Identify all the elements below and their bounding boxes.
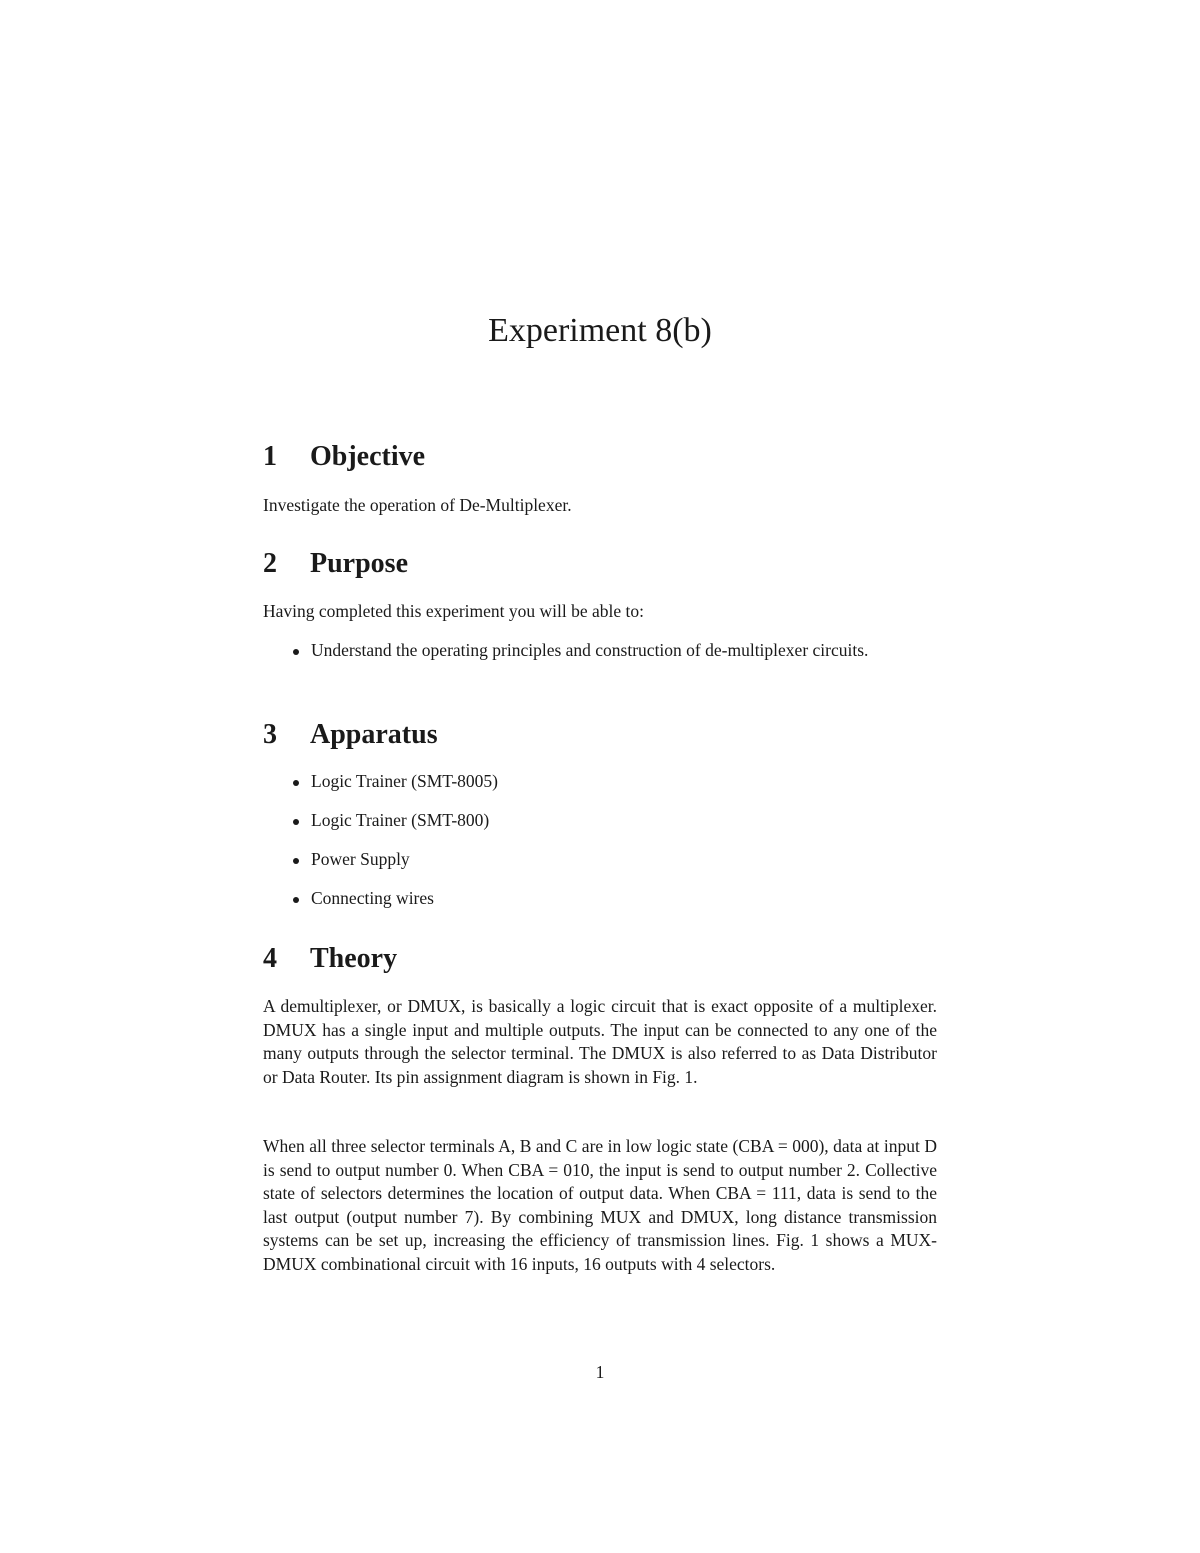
list-item-text: Connecting wires [311, 888, 434, 908]
bullet-icon [293, 897, 299, 903]
section-title: Objective [310, 441, 426, 472]
list-item-text: Power Supply [311, 849, 410, 869]
section-title: Purpose [310, 548, 408, 579]
section-number: 3 [263, 719, 277, 750]
list-item-text: Logic Trainer (SMT-800) [311, 810, 490, 830]
section-title: Theory [310, 943, 398, 974]
section-heading-purpose [263, 548, 408, 580]
section-heading-apparatus [263, 719, 438, 751]
document-title: Experiment 8(b) [488, 312, 712, 349]
bullet-icon [293, 819, 299, 825]
list-item [263, 887, 937, 911]
section-title: Apparatus [310, 719, 438, 750]
list-item-text: Understand the operating principles and construction of de-multiplexer circuits. [311, 640, 869, 660]
list-item-text: Logic Trainer (SMT-8005) [311, 771, 498, 791]
bullet-icon [293, 649, 299, 655]
bullet-icon [293, 780, 299, 786]
section-number: 2 [263, 548, 277, 579]
purpose-intro: Having completed this experiment you will be able to: [263, 601, 645, 621]
theory-paragraph-1: A demultiplexer, or DMUX, is basically a logic circuit that is exact opposite of a multiplexer. DMUX has a single input and multiple outputs. The input can be connected to any one of the many outputs through the selector terminal. The DMUX is also referred to as Data Distributor or Data Router. Its pin assignment diagram is shown in Fig. 1. [263, 996, 937, 1087]
theory-paragraph-2: When all three selector terminals A, B and C are in low logic state (CBA = 000), data at input D is send to output number 0. When CBA = 010, the input is send to output number 2. Collective state of selectors determines the location of output data. When CBA = 111, data is send to the last output (output number 7). By combining MUX and DMUX, long distance transmission systems can be set up, increasing the efficiency of transmission lines. Fig. 1 shows a MUX-DMUX combinational circuit with 16 inputs, 16 outputs with 4 selectors. [263, 1136, 937, 1274]
section-number: 4 [263, 943, 277, 974]
section-number: 1 [263, 441, 277, 472]
list-item [263, 809, 937, 833]
section-heading-objective [263, 441, 425, 473]
purpose-list [263, 639, 937, 663]
apparatus-list [263, 770, 937, 926]
list-item [263, 770, 937, 794]
section-heading-theory [263, 943, 397, 975]
list-item [263, 848, 937, 872]
list-item [263, 639, 937, 663]
page-number: 1 [595, 1362, 605, 1382]
objective-text: Investigate the operation of De-Multiplexer. [263, 495, 572, 515]
bullet-icon [293, 858, 299, 864]
